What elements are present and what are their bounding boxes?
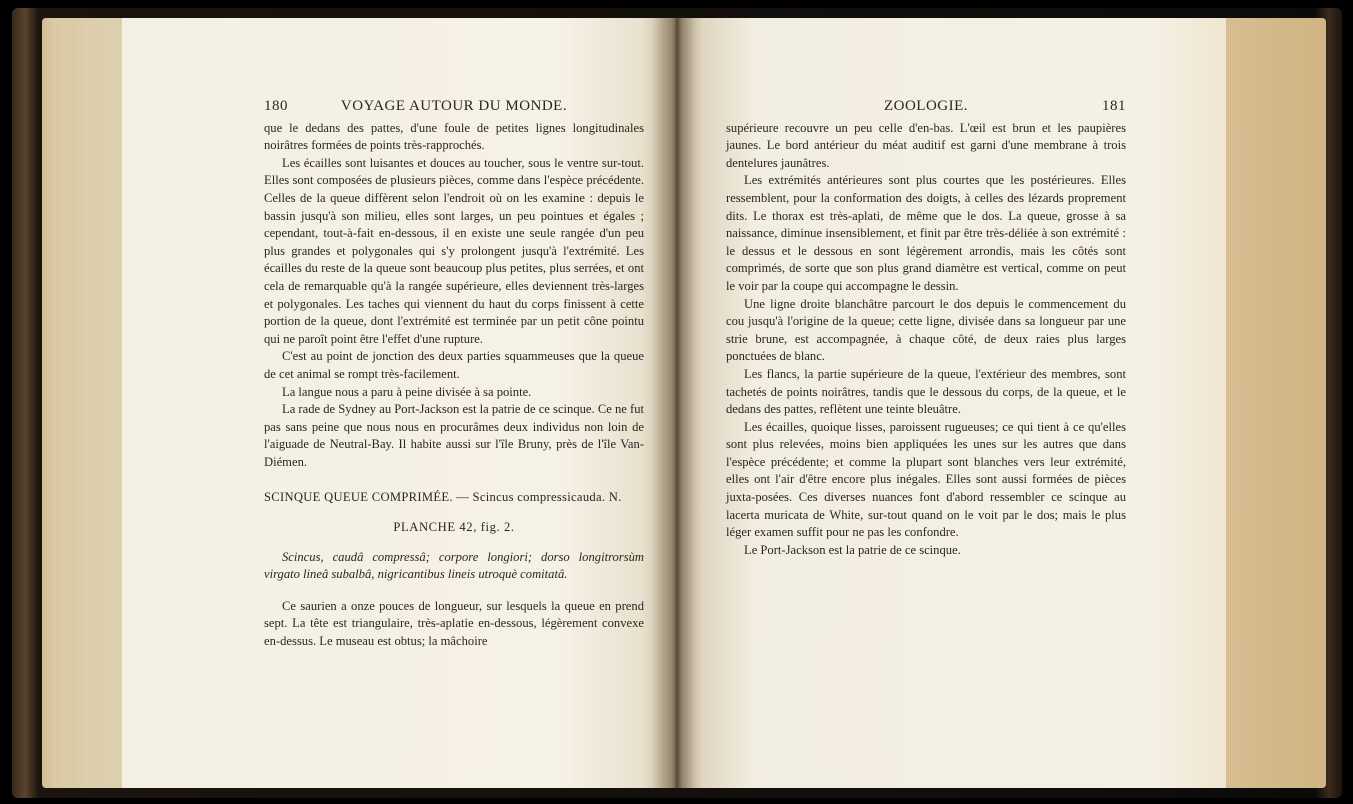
paragraph: Une ligne droite blanchâtre parcourt le dos depuis le commencement du cou jusqu'à l'origine de la queue; cette ligne, divisée dans sa longueur par une strie brune, est accompagnée, à chaque côté, de deux raies plus larges ponctuées de blanc.: [726, 296, 1126, 364]
latin-diagnosis: Scincus, caudâ compressâ; corpore longiori; dorso longitrorsùm virgato lineâ subalbâ, nigricantibus lineis utroquè comitatâ.: [264, 549, 644, 582]
page-number: 180: [264, 98, 288, 114]
paragraph: La langue nous a paru à peine divisée à sa pointe.: [282, 384, 532, 399]
right-page-header: [726, 98, 1126, 116]
paragraph: Les écailles, quoique lisses, paroissent rugueuses; ce qui tient à ce qu'elles sont plus relevées, moins bien appliquées les unes sur les autres que dans l'espèce précédente; et comme la plupart sont blanches vers leur extrémité, elles ont l'air d'être encore plus inégales. Elles sont aussi formées de pièces juxta-posées. Ces diverses nuances font d'abord ressembler ce scinque au lacerta muricata de White, sur-tout quand on le voit par le dos; mais le plus léger examen suffit pour ne pas les confondre.: [726, 419, 1126, 540]
running-title: VOYAGE AUTOUR DU MONDE.: [340, 98, 568, 114]
section-title: SCINQUE QUEUE COMPRIMÉE. — Scincus compressicauda. N.: [264, 490, 622, 505]
paragraph: supérieure recouvre un peu celle d'en-bas. L'œil est brun et les paupières jaunes. Le bord antérieur du méat auditif est garni d'une membrane à trois dentelures jaunâtres.: [726, 120, 1126, 170]
left-page-edges: [42, 18, 122, 788]
plate-reference: PLANCHE 42, fig. 2.: [393, 520, 515, 535]
left-page-text: [264, 98, 644, 651]
paragraph: Les écailles sont luisantes et douces au toucher, sous le ventre sur-tout. Elles sont composées de plusieurs pièces, comme dans l'espèce précédente. Celles de la queue diffèrent selon l'endroit où on les examine : depuis le bassin jusqu'à son milieu, elles sont larges, un peu pointues et égales ; cependant, tout-à-fait en-dessous, il en existe une seule rangée d'un peu plus grandes et polygonales qui s'y prolongent jusqu'à l'extrémité. Les écailles du reste de la queue sont beaucoup plus petites, plus serrées, et ont cela de remarquable qu'à la rangée supérieure, elles deviennent très-larges et polygonales. Les taches qui viennent du haut du corps finissent à cette portion de la queue, dont l'extrémité est terminée par un petit cône pointu qui ne paroît point être l'effet d'une rupture.: [264, 155, 644, 346]
paragraph: Ce saurien a onze pouces de longueur, sur lesquels la queue en prend sept. La tête est triangulaire, très-aplatie en-dessous, légèrement convexe en-dessus. Le museau est obtus; la mâchoire: [264, 598, 644, 649]
paragraph: Les extrémités antérieures sont plus courtes que les postérieures. Elles ressemblent, pour la conformation des doigts, à celles des lézards proprement dits. Le thorax est très-aplati, de même que le dos. La queue, grosse à sa naissance, diminue insensiblement, et finit par être très-déliée à son extrémité : le dessus et le dessous en sont légèrement arrondis, mais les côtés sont comprimés, de sorte que son plus grand diamètre est vertical, comme on peut le voir par la coupe qui accompagne le dessin.: [726, 173, 1126, 293]
paragraph: que le dedans des pattes, d'une foule de petites lignes longitudinales noirâtres formées de points très-rapprochés.: [264, 120, 644, 153]
paragraph: C'est au point de jonction des deux parties squammeuses que la queue de cet animal se rompt très-facilement.: [264, 349, 644, 381]
open-book: [12, 8, 1342, 798]
left-page: [42, 18, 682, 788]
running-title: ZOOLOGIE.: [883, 98, 969, 114]
book-gutter: [652, 18, 702, 788]
paragraph: La rade de Sydney au Port-Jackson est la patrie de ce scinque. Ce ne fut pas sans peine que nous nous en procurâmes deux individus non loin de l'aiguade de Neutral-Bay. Il habite aussi sur l'île Bruny, près de l'île Van-Diémen.: [264, 402, 644, 469]
page-number: 181: [1102, 98, 1126, 114]
right-page-text: [726, 98, 1126, 559]
right-page-edges: [1226, 18, 1326, 788]
paragraph: Le Port-Jackson est la patrie de ce scinque.: [744, 542, 961, 557]
right-page: [676, 18, 1326, 788]
left-page-header: [264, 98, 644, 116]
paragraph: Les flancs, la partie supérieure de la queue, l'extérieur des membres, sont tachetés de points noirâtres, tandis que le dessous du corps, de la queue, et le dedans des pattes, reflètent une teinte bleuâtre.: [726, 366, 1126, 417]
